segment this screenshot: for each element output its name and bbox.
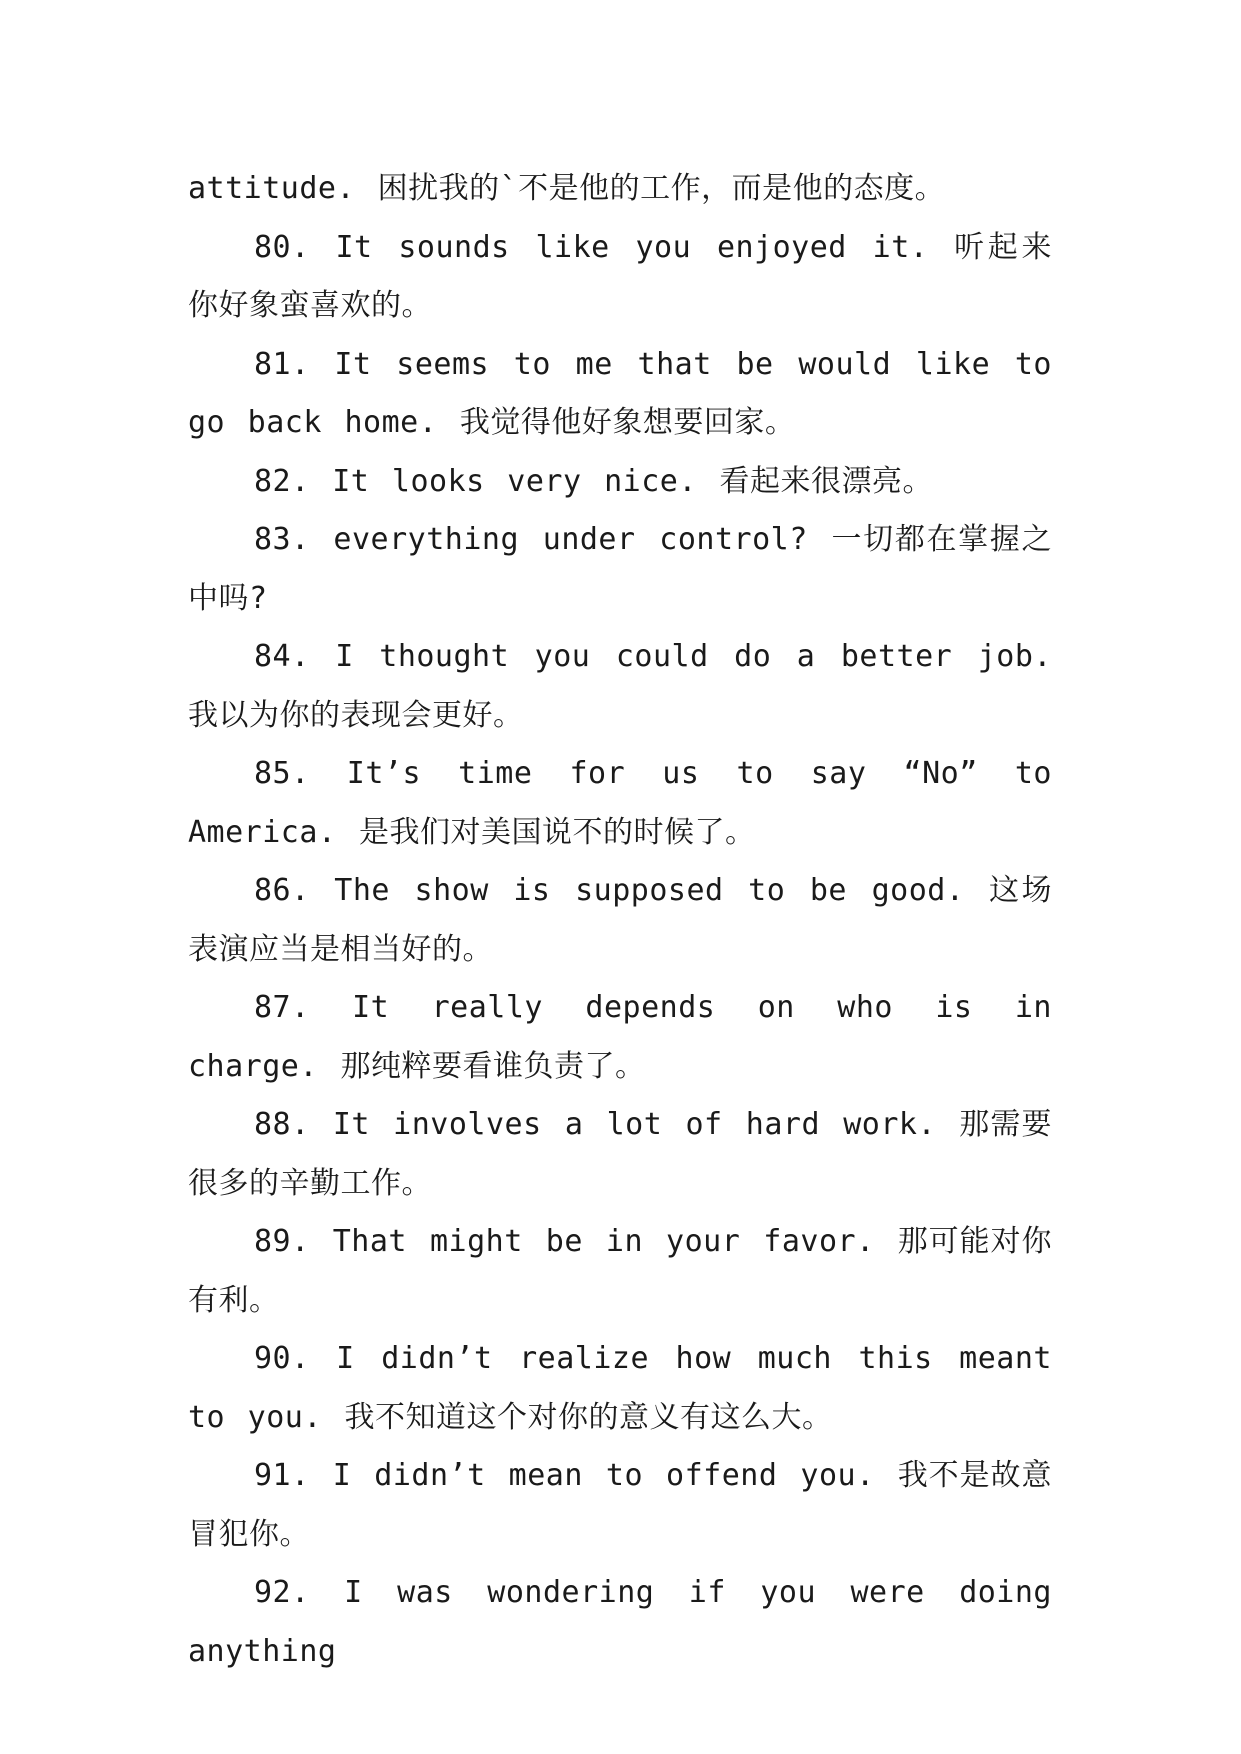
paragraph-89: 89. That might be in your favor. 那可能对你有利。 [188, 1224, 1052, 1318]
paragraph-86: 86. The show is supposed to be good. 这场表演应当是相当好的。 [188, 873, 1052, 967]
paragraph-continuation: attitude. 困扰我的`不是他的工作，而是他的态度。 [188, 171, 946, 206]
paragraph-87: 87. It really depends on who is in charge. 那纯粹要看谁负责了。 [188, 990, 1052, 1084]
paragraph-85: 85. It’s time for us to say “No” to America. 是我们对美国说不的时候了。 [188, 756, 1052, 850]
paragraph-88: 88. It involves a lot of hard work. 那需要很多的辛勤工作。 [188, 1107, 1052, 1201]
paragraph-84: 84. I thought you could do a better job. 我以为你的表现会更好。 [188, 639, 1052, 733]
paragraph-91: 91. I didn’t mean to offend you. 我不是故意冒犯你。 [188, 1458, 1052, 1552]
paragraph-80: 80. It sounds like you enjoyed it. 听起来你好象蛮喜欢的。 [188, 229, 1052, 323]
paragraph-90: 90. I didn’t realize how much this meant to you. 我不知道这个对你的意义有这么大。 [188, 1341, 1052, 1435]
paragraph-83: 83. everything under control? 一切都在掌握之中吗? [188, 522, 1052, 616]
paragraph-82: 82. It looks very nice. 看起来很漂亮。 [254, 463, 933, 499]
paragraph-81: 81. It seems to me that be would like to go back home. 我觉得他好象想要回家。 [188, 346, 1052, 440]
paragraph-92: 92. I was wondering if you were doing anything [188, 1575, 1052, 1669]
document-body [188, 160, 1052, 1681]
